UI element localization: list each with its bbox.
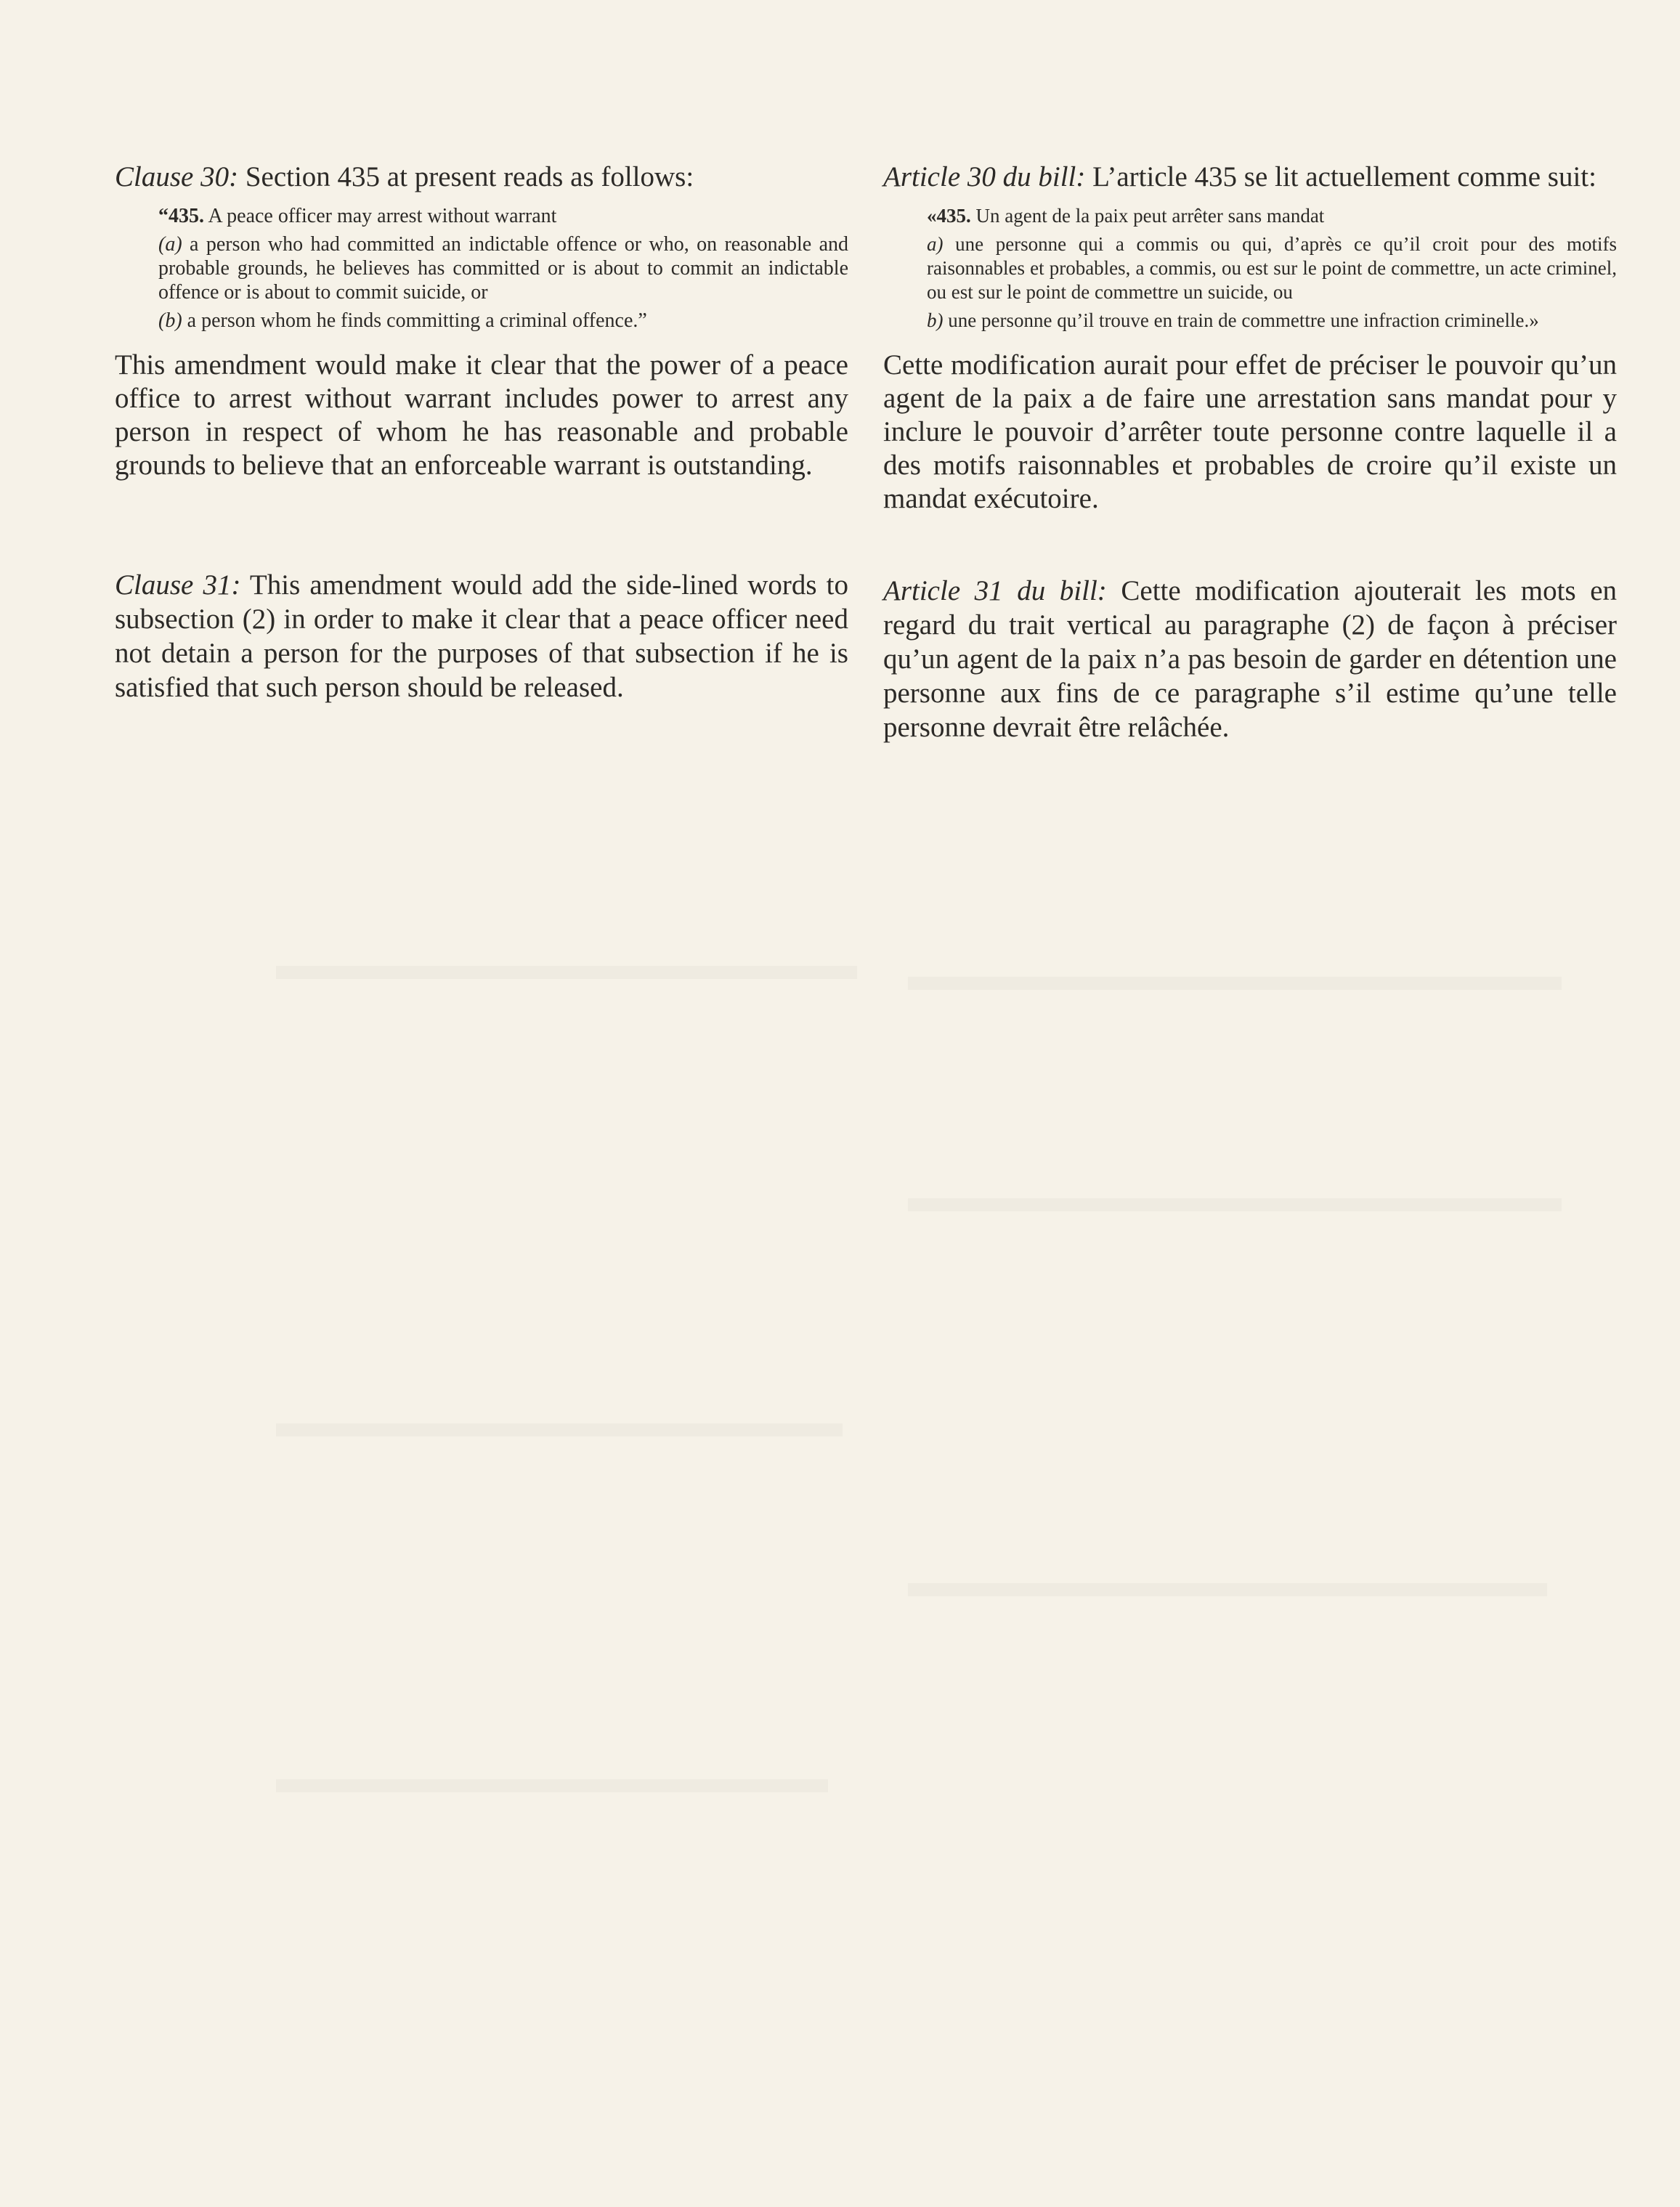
quote-item-a-fr xyxy=(927,232,1617,304)
clause-30-label: Clause 30: xyxy=(115,161,239,192)
quote-article-number: «435. xyxy=(927,205,971,227)
quote-item-b-fr xyxy=(927,309,1617,333)
bleed-through-line xyxy=(908,1198,1562,1211)
item-a-text: a person who had committed an indictable offence or who, on reasonable and probable grounds, he believes has committed or is about to commit an indictable offence or is about to commit suicide, or xyxy=(158,233,849,304)
article-30-label: Article 30 du bill: xyxy=(883,161,1086,192)
clause-31-paragraph xyxy=(115,568,848,704)
item-b-text: a person whom he finds committing a criminal offence.” xyxy=(187,309,647,332)
item-a-tag: (a) xyxy=(158,233,182,256)
quote-item-b xyxy=(158,309,848,333)
clause-30-heading xyxy=(115,160,848,194)
article-31-label: Article 31 du bill: xyxy=(883,575,1107,606)
article-30-explanation: Cette modification aurait pour effet de préciser le pouvoir qu’un agent de la paix a de faire une arrestation sans mandat pour y inclure le pouvoir d’arrêter toute personne contre laquelle il a des motifs raisonnables et probables de croire qu’il existe un mandat exécutoire. xyxy=(883,349,1617,514)
clause-30-explanation: This amendment would make it clear that the power of a peace office to arrest without warrant includes power to arrest any person in respect of whom he has reasonable and probable grounds to believe that an enforceable warrant is outstanding. xyxy=(115,349,848,481)
item-b-tag-fr: b) xyxy=(927,309,944,331)
quote-intro-text: A peace officer may arrest without warrant xyxy=(208,205,557,227)
clause-31-text: This amendment would add the side-lined words to subsection (2) in order to make it clear that a peace officer need not detain a person for the purposes of that subsection if he is satisfied that such person should be released. xyxy=(115,569,849,703)
french-column xyxy=(883,160,1617,744)
item-a-text-fr: une personne qui a commis ou qui, d’après ce qu’il croit pour des motifs raisonnables et probables, a commis, ou est sur le point de commettre, un acte criminel, ou est sur le point de commettre un suicide, ou xyxy=(927,233,1617,303)
quote-intro-text-fr: Un agent de la paix peut arrêter sans mandat xyxy=(975,205,1325,227)
section-435-quote xyxy=(158,204,848,333)
item-a-tag-fr: a) xyxy=(927,233,944,255)
quote-item-a xyxy=(158,232,848,304)
bleed-through-line xyxy=(276,1779,828,1792)
article-435-quote xyxy=(927,204,1617,333)
article-30-heading xyxy=(883,160,1617,194)
bleed-through-line xyxy=(908,977,1562,990)
quote-section-number: “435. xyxy=(158,205,204,227)
item-b-text-fr: une personne qu’il trouve en train de commettre une infraction criminelle.» xyxy=(948,309,1539,331)
article-31-text: Cette modification ajouterait les mots en regard du trait vertical au paragraphe (2) de façon à préciser qu’un agent de la paix n’a pas besoin de garder en détention une personne aux fins de ce paragraphe s’il estime qu’une telle personne devrait être relâchée. xyxy=(883,575,1617,743)
item-b-tag: (b) xyxy=(158,309,182,332)
quote-intro-fr xyxy=(927,204,1617,228)
english-column xyxy=(115,160,848,704)
clause-31-label: Clause 31: xyxy=(115,569,241,601)
bleed-through-line xyxy=(276,966,857,979)
clause-30-heading-text: Section 435 at present reads as follows: xyxy=(245,161,694,192)
bleed-through-line xyxy=(276,1423,843,1436)
bleed-through-line xyxy=(908,1583,1547,1596)
article-30-heading-text: L’article 435 se lit actuellement comme suit: xyxy=(1092,161,1596,192)
quote-intro xyxy=(158,204,848,228)
article-31-paragraph xyxy=(883,574,1617,744)
